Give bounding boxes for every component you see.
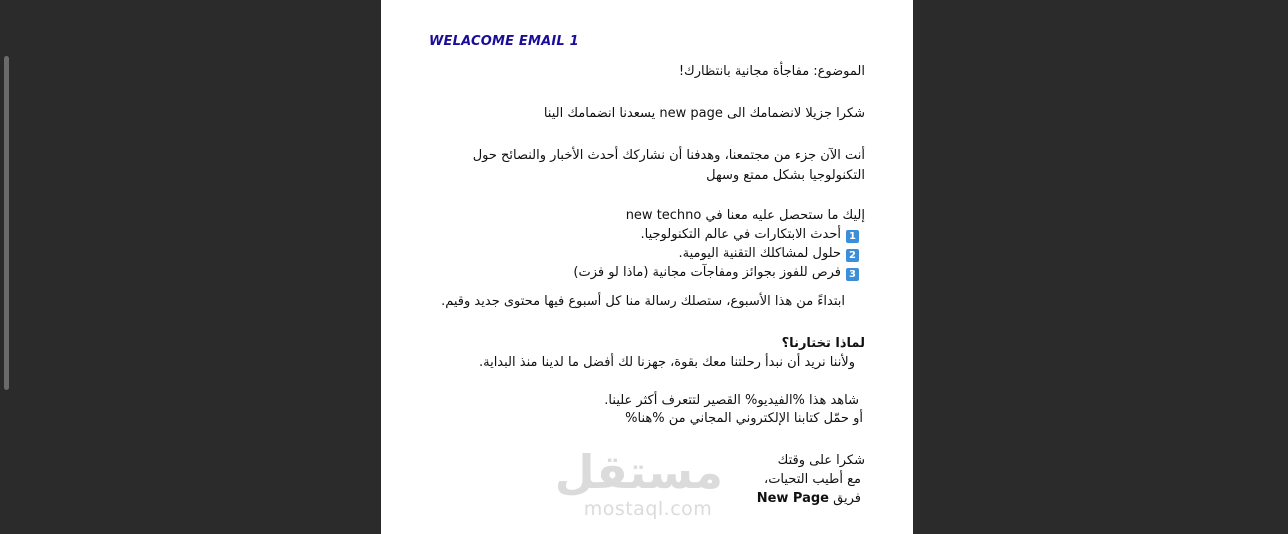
community-line-1: أنت الآن جزء من مجتمعنا، وهدفنا أن نشاركك أحدث الأخبار والنصائح حول bbox=[472, 148, 865, 163]
closing-thanks: شكرا على وقتك bbox=[777, 453, 865, 468]
closing-regards: مع أطيب التحيات، bbox=[764, 472, 861, 487]
benefit-item-2 bbox=[679, 244, 859, 264]
email-heading: WELACOME EMAIL 1 bbox=[429, 34, 579, 49]
document-page bbox=[381, 0, 913, 534]
community-line-2: التكنولوجيا بشكل ممتع وسهل bbox=[706, 168, 865, 183]
vertical-scrollbar[interactable] bbox=[4, 56, 9, 390]
benefit-text: حلول لمشاكلك التقنية اليومية. bbox=[678, 246, 841, 261]
team-prefix: فريق bbox=[833, 491, 861, 506]
benefits-intro: إليك ما ستحصل عليه معنا في new techno bbox=[625, 208, 865, 223]
why-text: ولأننا نريد أن نبدأ رحلتنا معك بقوة، جهزنا لك أفضل ما لدينا منذ البداية. bbox=[478, 355, 855, 370]
keycap-3-icon: 3 bbox=[846, 268, 859, 281]
ebook-line: أو حمّل كتابنا الإلكتروني المجاني من %هنا% bbox=[625, 411, 863, 426]
video-line: شاهد هذا %الفيديو% القصير لتتعرف أكثر علينا. bbox=[604, 393, 859, 408]
keycap-1-icon: 1 bbox=[846, 230, 859, 243]
benefit-item-1 bbox=[641, 225, 860, 245]
watermark-logo: مستقل bbox=[554, 445, 723, 499]
keycap-2-icon: 2 bbox=[846, 249, 859, 262]
mostaql-watermark bbox=[554, 445, 723, 520]
thanks-line: شكرا جزيلا لانضمامك الى new page يسعدنا انضمامك الينا bbox=[543, 106, 865, 121]
why-heading: لماذا تختارنا؟ bbox=[781, 336, 865, 351]
benefit-text: فرص للفوز بجوائز ومفاجآت مجانية (ماذا لو فزت) bbox=[573, 265, 841, 280]
subject-line: الموضوع: مفاجأة مجانية بانتظارك! bbox=[678, 64, 865, 79]
team-name: New Page bbox=[756, 491, 829, 506]
watermark-url: mostaql.com bbox=[583, 498, 713, 520]
weekly-line: ابتداءً من هذا الأسبوع، ستصلك رسالة منا كل أسبوع فيها محتوى جديد وقيم. bbox=[441, 294, 845, 309]
benefit-item-3 bbox=[573, 263, 859, 283]
team-signature bbox=[757, 489, 861, 509]
benefit-text: أحدث الابتكارات في عالم التكنولوجيا. bbox=[640, 227, 841, 242]
